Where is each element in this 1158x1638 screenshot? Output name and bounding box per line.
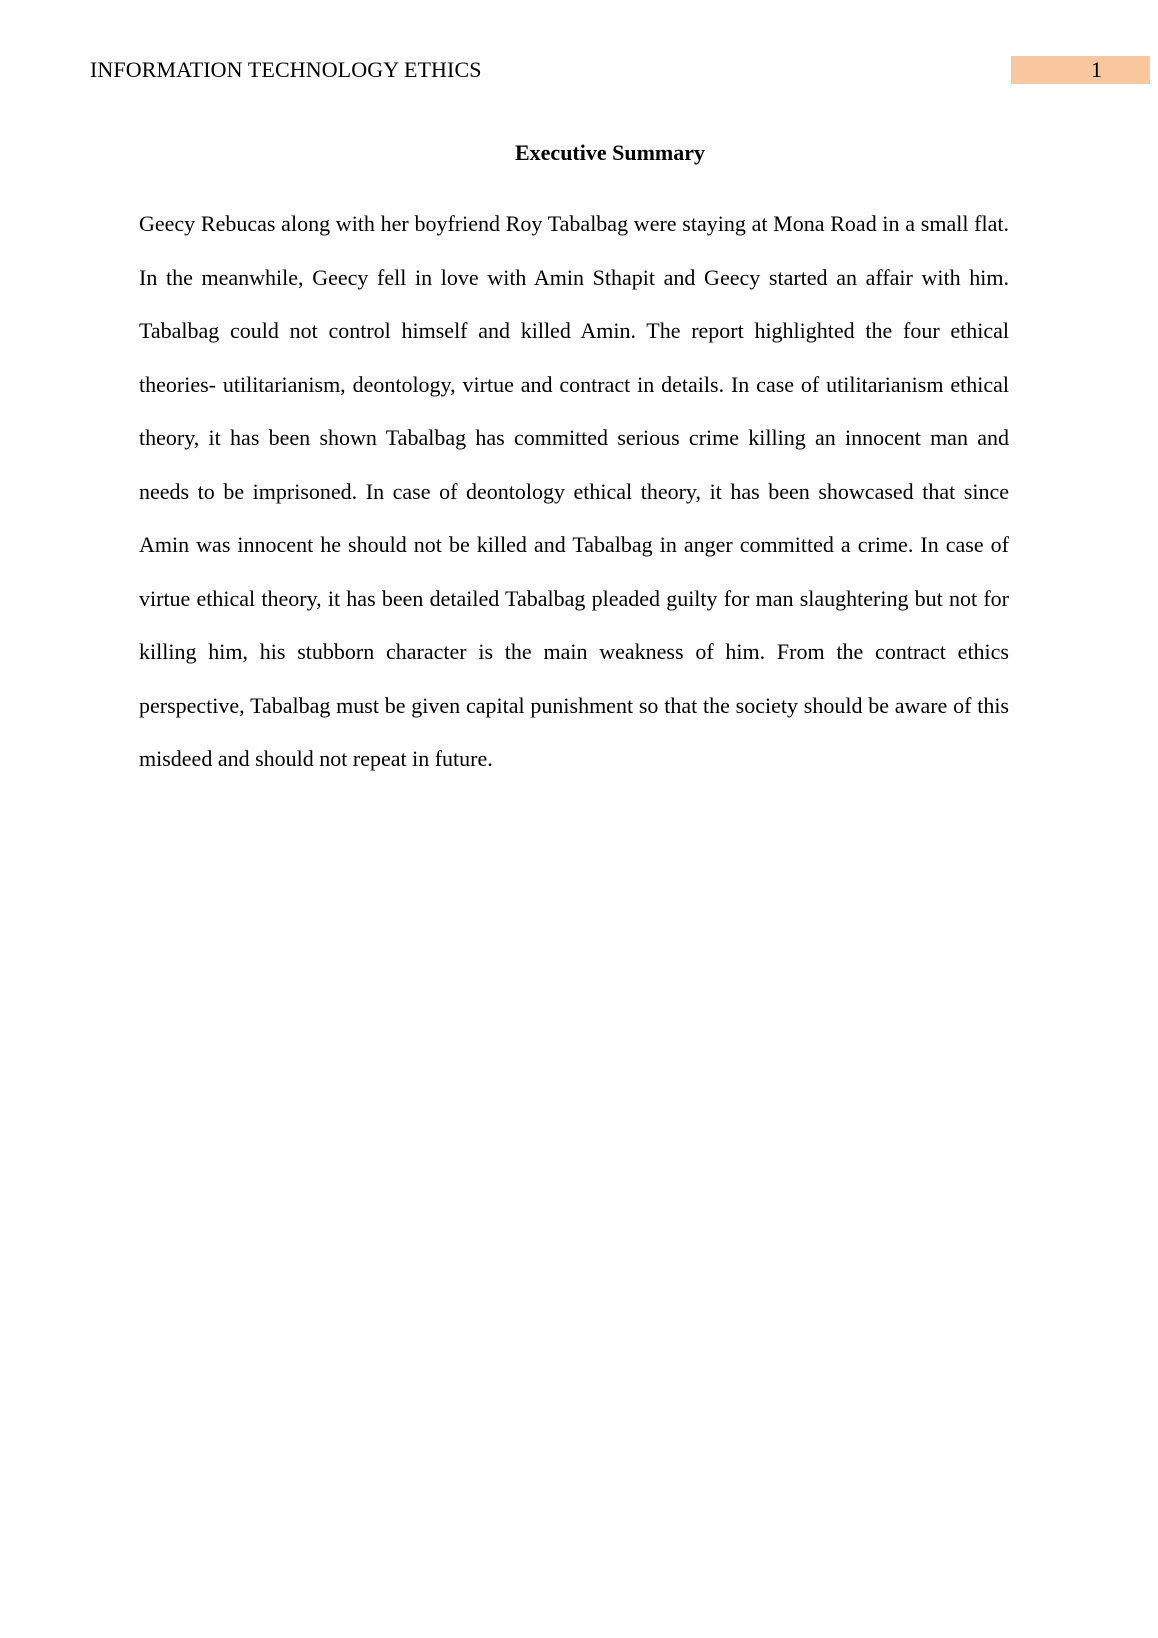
page-title: Executive Summary (514, 140, 706, 165)
page-number: 1 (1091, 57, 1102, 82)
executive-summary-paragraph: Geecy Rebucas along with her boyfriend Roy Tabalbag were staying at Mona Road in a small flat. In the meanwhile, Geecy fell in love with Amin Sthapit and Geecy started an affair with him. Tabalbag could not control himself and killed Amin. The report highlighted the four ethical theories- utilitarianism, deontology, virtue and contract in details. In case of utilitarianism ethical theory, it has been shown Tabalbag has committed serious crime killing an innocent man and needs to be imprisoned. In case of deontology ethical theory, it has been showcased that since Amin was innocent he should not be killed and Tabalbag in anger committed a crime. In case of virtue ethical theory, it has been detailed Tabalbag pleaded guilty for man slaughtering but not for killing him, his stubborn character is the main weakness of him. From the contract ethics perspective, Tabalbag must be given capital punishment so that the society should be aware of this misdeed and should not repeat in future. (139, 211, 1009, 771)
running-head: INFORMATION TECHNOLOGY ETHICS (90, 57, 482, 82)
page-number-highlight (1011, 56, 1150, 84)
